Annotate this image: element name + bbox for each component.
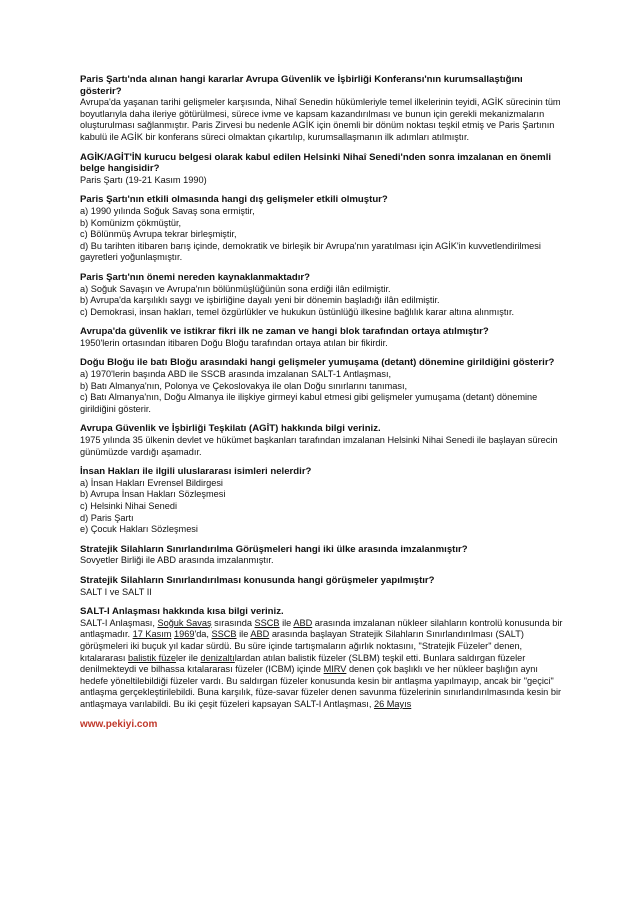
qa-block bbox=[80, 357, 564, 415]
text-segment: arasında imzalanan nükleer silahların kontrolü konusunda bir antlaşmadır. bbox=[80, 617, 563, 640]
text-segment: denen çok başlıklı ve her nükleer başlığın aynı hedefe yöneltilebildiği füzeler vardı. Bu saldırgan füzeler konusunda kesin bir antlaşma yapılmayıp, ancak bir "geçici" antlaşma gerçekleştirilebildi. Buna karşılık, füze-savar füzeler denen savunma füzelerinin sınırlandırılmasında kesin bir antlaşmaya varılabildi. Bu iki çeşit füzeleri kapsayan SALT-I Antlaşması, bbox=[80, 664, 562, 709]
inline-link[interactable]: 1969 bbox=[173, 629, 195, 640]
inline-link[interactable]: ABD bbox=[293, 617, 313, 628]
inline-link[interactable]: balistik füze bbox=[128, 652, 177, 663]
salt-answer-paragraph bbox=[80, 618, 564, 711]
qa-block-salt bbox=[80, 606, 564, 710]
question-heading: Avrupa'da güvenlik ve istikrar fikri ilk ne zaman ve hangi blok tarafından ortaya atılmıştır? bbox=[80, 326, 489, 338]
qa-block bbox=[80, 272, 564, 318]
text-segment: 'da, bbox=[194, 629, 212, 640]
qa-list bbox=[80, 74, 564, 598]
document-page bbox=[80, 74, 564, 730]
qa-block bbox=[80, 423, 564, 458]
question-heading: SALT-I Anlaşması hakkında kısa bilgi veriniz. bbox=[80, 606, 284, 618]
answer-item: c) Helsinki Nihai Senedi bbox=[80, 501, 178, 511]
question-heading: Paris Şartı'nda alınan hangi kararlar Avrupa Güvenlik ve İşbirliği Konferansı'nın kurumsallaştığını gösterir? bbox=[80, 74, 523, 97]
qa-block bbox=[80, 152, 564, 187]
inline-link[interactable]: MIRV bbox=[323, 664, 347, 675]
footer-link[interactable]: www.pekiyi.com bbox=[80, 718, 158, 730]
qa-block bbox=[80, 194, 564, 264]
question-heading: AGİK/AGİT'İN kurucu belgesi olarak kabul edilen Helsinki Nihaî Senedi'nden sonra imzalanan en önemli belge hangisidir? bbox=[80, 151, 552, 175]
question-heading: Avrupa Güvenlik ve İşbirliği Teşkilatı (AGİT) hakkında bilgi veriniz. bbox=[80, 423, 381, 435]
text-segment: ile bbox=[279, 617, 294, 628]
answer-list bbox=[80, 369, 564, 415]
answer-text: Sovyetler Birliği ile ABD arasında imzalanmıştır. bbox=[80, 555, 274, 566]
answer-item: a) 1970'lerin başında ABD ile SSCB arasında imzalanan SALT-1 Antlaşması, bbox=[80, 369, 392, 380]
inline-link[interactable]: SSCB bbox=[211, 629, 237, 640]
question-heading: Paris Şartı'nın etkili olmasında hangi dış gelişmeler etkili olmuştur? bbox=[80, 194, 388, 206]
question-heading: İnsan Hakları ile ilgili uluslararası isimleri nelerdir? bbox=[80, 466, 312, 478]
answer-item: b) Avrupa'da karşılıklı saygı ve işbirliğine dayalı yeni bir dönemin başladığı ilân edilmiştir. bbox=[80, 295, 440, 306]
answer-item: b) Batı Almanya'nın, Polonya ve Çekoslovakya ile olan Doğu sınırlarını tanıması, bbox=[80, 380, 408, 391]
question-heading: Stratejik Silahların Sınırlandırılma Görüşmeleri hangi iki ülke arasında imzalanmıştır? bbox=[80, 543, 468, 555]
answer-item: a) İnsan Hakları Evrensel Bildirgesi bbox=[80, 477, 223, 488]
answer-text: Paris Şartı (19-21 Kasım 1990) bbox=[80, 174, 207, 185]
text-segment: ile bbox=[236, 629, 251, 640]
text-segment: lardan atılan balistik füzeler (SLBM) teşkil etti. Bunlara saldırgan füzeler denilmekteydi ve bilhassa kıtalararası füzeler (ICBM) içinde bbox=[80, 652, 526, 675]
qa-block bbox=[80, 326, 564, 349]
inline-link[interactable]: denizaltı bbox=[200, 652, 235, 663]
answer-text: 1950'lerin ortasından itibaren Doğu Bloğu tarafından ortaya atılan bir fikirdir. bbox=[80, 337, 388, 348]
qa-block bbox=[80, 74, 564, 144]
inline-link[interactable]: 26 Mayıs bbox=[373, 698, 412, 709]
qa-block bbox=[80, 544, 564, 567]
answer-item: e) Çocuk Hakları Sözleşmesi bbox=[80, 524, 198, 535]
question-heading: Doğu Bloğu ile batı Bloğu arasındaki hangi gelişmeler yumuşama (detant) dönemine girildiğini gösterir? bbox=[80, 357, 555, 369]
question-heading: Stratejik Silahların Sınırlandırılması konusunda hangi görüşmeler yapılmıştır? bbox=[80, 574, 435, 586]
answer-item: c) Batı Almanya'nın, Doğu Almanya ile ilişkiye girmeyi kabul etmesi gibi gelişmeler yumuşama (detant) dönemine girildiğini gösterir. bbox=[80, 392, 538, 414]
answer-item: a) Soğuk Savaşın ve Avrupa'nın bölünmüşlüğünün sona erdiği ilân edilmiştir. bbox=[80, 283, 391, 294]
answer-item: b) Komünizm çökmüştür, bbox=[80, 217, 182, 228]
answer-list bbox=[80, 206, 564, 264]
answer-text: 1975 yılında 35 ülkenin devlet ve hükümet başkanları tarafından imzalanan Helsinki Nihai Senedi ile başlayan sürecin günümüzde vardığı aşamadır. bbox=[80, 435, 558, 457]
answer-item: c) Demokrasi, insan hakları, temel özgürlükler ve hukukun üstünlüğü ilkesine bağlılık karar altına alınmıştır. bbox=[80, 306, 515, 317]
inline-link[interactable]: SSCB bbox=[254, 617, 280, 628]
answer-text: Avrupa'da yaşanan tarihi gelişmeler karşısında, Nihaî Senedin hükümleriyle temel ilkelerinin teyidi, AGİK sürecinin tüm boyutlarıyla daha ileriye götürülmesi, sürece ivme ve kapsam kazandırılması ve bunun için gerekli mekanizmaların oluşturulması sağlanmıştır. Paris Zirvesi bu nedenle AGİK için önemli bir dönüm noktası teşkil etmiş ve Paris Şartının kabulü ile AGİK bir konferans süreci olmaktan çıkartılıp, kurumsallaşmanın ilk adımları atılmıştır. bbox=[80, 97, 561, 142]
answer-item: a) 1990 yılında Soğuk Savaş sona ermiştir, bbox=[80, 205, 255, 216]
inline-link[interactable]: Soğuk Savaş bbox=[157, 617, 212, 628]
text-segment: ler ile bbox=[176, 652, 201, 663]
text-segment: sırasında bbox=[211, 617, 255, 628]
question-heading: Paris Şartı'nın önemi nereden kaynaklanmaktadır? bbox=[80, 271, 310, 283]
answer-item: b) Avrupa İnsan Hakları Sözleşmesi bbox=[80, 489, 226, 500]
inline-link[interactable]: 17 Kasım bbox=[132, 629, 172, 640]
answer-text: SALT I ve SALT II bbox=[80, 586, 152, 597]
answer-list bbox=[80, 478, 564, 536]
inline-link[interactable]: ABD bbox=[250, 629, 270, 640]
qa-block bbox=[80, 466, 564, 536]
qa-block bbox=[80, 575, 564, 598]
answer-item: c) Bölünmüş Avrupa tekrar birleşmiştir, bbox=[80, 229, 237, 240]
text-segment: arasında başlayan Stratejik Silahların Sınırlandırılması (SALT) görüşmeleri iki buçuk yıl kadar sürdü. Bu süre içinde tartışmaların ağırlık noktasını, "Stratejik Füzeler" denen, kıtalararası bbox=[80, 629, 524, 663]
answer-item: d) Bu tarihten itibaren barış içinde, demokratik ve birleşik bir Avrupa'nın yaratılması için AGİK'in kuvvetlendirilmesi gayretleri yoğunlaşmıştır. bbox=[80, 240, 541, 263]
answer-list bbox=[80, 284, 564, 319]
text-segment: SALT-I Anlaşması, bbox=[80, 617, 158, 628]
answer-item: d) Paris Şartı bbox=[80, 512, 134, 523]
